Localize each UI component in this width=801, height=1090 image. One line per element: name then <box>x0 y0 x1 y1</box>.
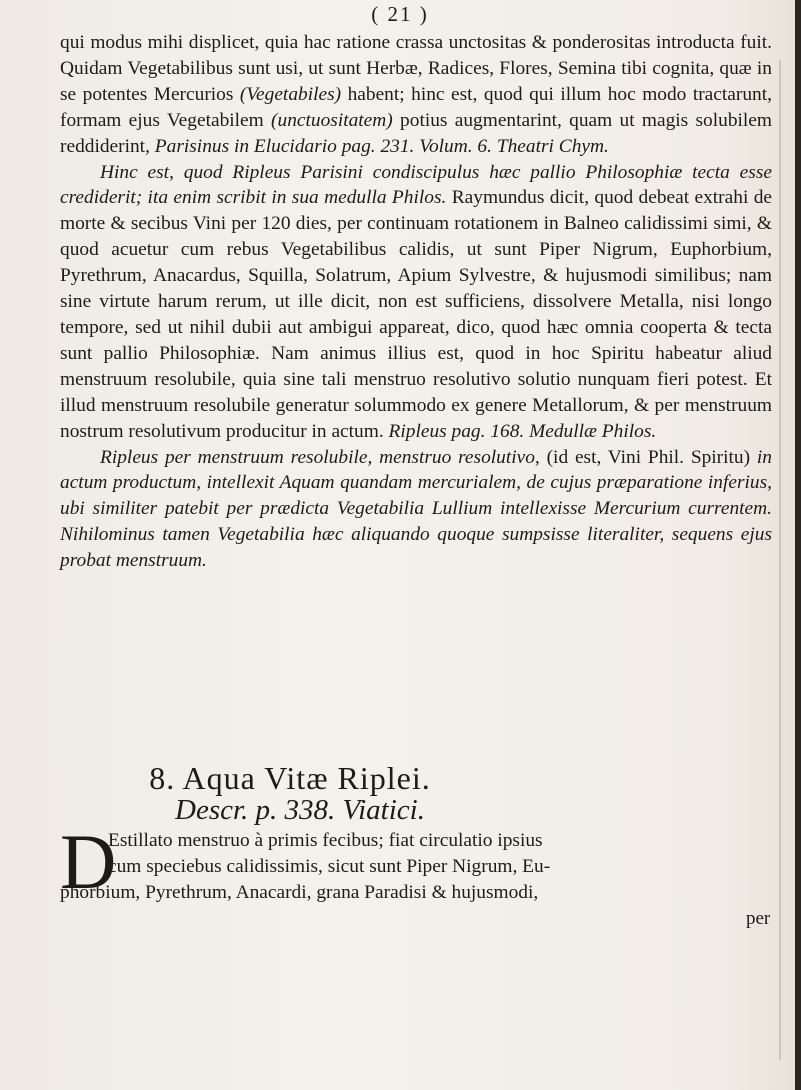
section-line-3: phorbium, Pyrethrum, Anacardi, grana Paradisi & hujusmodi, <box>60 881 539 903</box>
paragraph-2 <box>60 160 772 445</box>
p3-italic-1: Ripleus per menstruum resolubile, menstruo resolutivo, <box>100 446 540 468</box>
main-text-block <box>60 30 772 574</box>
paragraph-1 <box>60 30 772 160</box>
p1-text-2: habent; hinc est, quod qui illum hoc modo tractarunt, formam ejus Vegetabilem <box>60 83 772 131</box>
catchword: per <box>746 908 771 929</box>
drop-cap: D <box>60 818 117 905</box>
page-edge-shadow <box>795 0 801 1090</box>
section-line-1: Estillato menstruo à primis fecibus; fiat circulatio ipsius <box>108 830 543 851</box>
p1-italic-2: (unctuositatem) <box>271 109 393 131</box>
p1-reference: Parisinus in Elucidario pag. 231. Volum. 6. Theatri Chym. <box>154 135 609 157</box>
section-body <box>60 818 772 906</box>
gutter-line <box>779 60 781 1060</box>
p1-text-1: qui modus mihi displicet, quia hac ratione crassa unctositas & ponderositas introducta fuit. Quidam Vegetabilibus sunt usi, ut sunt Herbæ, Radices, Flores, Semina tibi cognita, quæ in se potentes Mercurios <box>60 32 772 105</box>
p1-italic-1: (Vegetabiles) <box>239 83 342 105</box>
p1-text-3: potius augmentarint, quam ut magis solubilem reddiderint, <box>60 109 772 157</box>
page-number: ( 21 ) <box>371 2 429 26</box>
section-heading: 8. Aqua Vitæ Riplei. <box>149 760 431 796</box>
section-subheading: Descr. p. 338. Viatici. <box>175 794 425 826</box>
paragraph-3 <box>60 445 772 575</box>
section-line-2: cum speciebus calidissimis, sicut sunt Piper Nigrum, Eu- <box>108 855 551 877</box>
p2-italic: Hinc est, quod Ripleus Parisini condiscipulus hæc pallio Philosophiæ tecta esse crediderit; ita enim scribit in sua medulla Philos. <box>60 161 772 209</box>
p2-reference: Ripleus pag. 168. Medullæ Philos. <box>388 420 657 442</box>
p2-text: Raymundus dicit, quod debeat extrahi de morte & secibus Vini per 120 dies, per continuam rotationem in Balneo calidissimi simi, & quod acuetur cum rebus Vegetabilibus calidis, ut sunt Piper Nigrum, Euphorbium, Pyrethrum, Anacardus, Squilla, Solatrum, Apium Sylvestre, & hujusmodi similibus; nam sine virtute harum rerum, ut ille dicit, non est sufficiens, dissolvere Metalla, nisi longo tempore, sed ut nihil dubii aut ambigui appareat, dico, quod hæc omnia cooperta & tecta sunt pallio Philosophiæ. Nam animus illius est, quod in hoc Spiritu habeatur aliud menstruum resolubile, quia sine tali menstruo resolutivo solutio nunquam fieri potest. Et illud menstruum resolubile generatur solummodo ex genere Metallorum, & per menstruum nostrum resolutivum producitur in actum. <box>60 187 772 442</box>
p3-text: (id est, Vini Phil. Spiritu) <box>546 446 751 468</box>
p3-italic-2: in actum productum, intellexit Aquam quandam mercurialem, de cujus præparatione inferius, ubi similiter patebit per prædicta Vegetabilia Lullium intellexisse Mercurium currentem. Nihilominus tamen Vegetabilia hæc aliquando quoque sumpsisse literaliter, sequens ejus probat menstruum. <box>60 446 772 572</box>
